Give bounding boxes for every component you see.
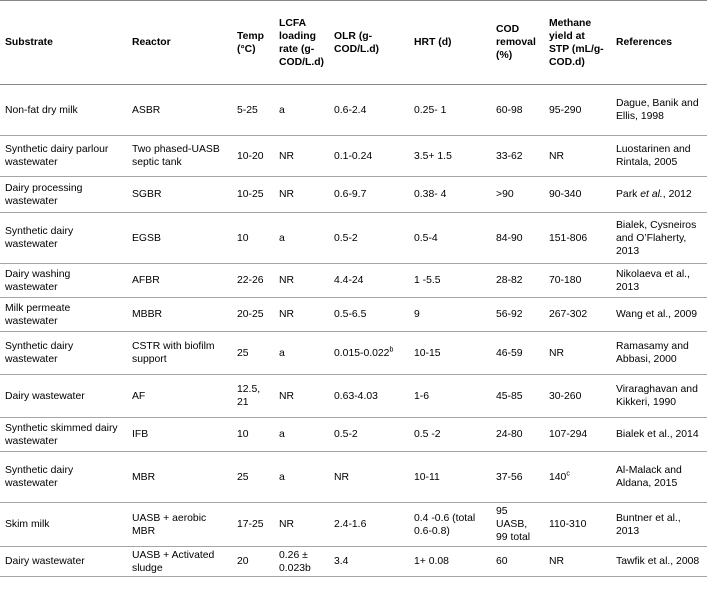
cell-reference: Viraraghavan and Kikkeri, 1990	[611, 375, 707, 418]
cell-lcfa: a	[274, 213, 329, 264]
cell-reference: Nikolaeva et al., 2013	[611, 264, 707, 298]
cell-substrate: Skim milk	[0, 503, 127, 547]
cell-olr	[329, 452, 409, 503]
cell-substrate: Dairy wastewater	[0, 547, 127, 577]
cell-substrate: Milk permeate wastewater	[0, 298, 127, 332]
cell-hrt: 3.5+ 1.5	[409, 136, 491, 177]
cell-olr-value: 4.4-24	[334, 275, 364, 286]
cell-cod: >90	[491, 177, 544, 213]
cell-reactor: CSTR with biofilm support	[127, 332, 232, 375]
cell-hrt: 1-6	[409, 375, 491, 418]
cell-olr-value: 0.6-2.4	[334, 104, 367, 116]
cell-olr-value: 0.63-4.03	[334, 390, 378, 402]
cell-reference: Buntner et al., 2013	[611, 503, 707, 547]
cell-temp: 10	[232, 418, 274, 452]
cell-methane: NR	[544, 332, 611, 375]
cell-cod: 37-56	[491, 452, 544, 503]
cell-olr-value: 0.5-6.5	[334, 309, 367, 320]
cell-hrt: 1 -5.5	[409, 264, 491, 298]
cell-methane: NR	[544, 136, 611, 177]
header-temp: Temp (°C)	[232, 1, 274, 85]
cell-reference	[611, 177, 707, 213]
cell-lcfa: NR	[274, 177, 329, 213]
cell-hrt: 1+ 0.08	[409, 547, 491, 577]
cell-temp: 17-25	[232, 503, 274, 547]
cell-methane: 110-310	[544, 503, 611, 547]
cell-lcfa: NR	[274, 136, 329, 177]
table-header	[0, 1, 707, 85]
cell-olr-value: 0.5-2	[334, 232, 358, 244]
cell-methane: 107-294	[544, 418, 611, 452]
cell-methane: 95-290	[544, 85, 611, 136]
cell-temp: 20	[232, 547, 274, 577]
cell-temp: 25	[232, 332, 274, 375]
header-lcfa-loading-rate: LCFA loading rate (g-COD/L.d)	[274, 1, 329, 85]
cell-olr	[329, 332, 409, 375]
cell-substrate: Dairy washing wastewater	[0, 264, 127, 298]
cell-reactor: MBBR	[127, 298, 232, 332]
cell-olr-value: 0.015-0.022	[334, 347, 390, 359]
cell-reactor: IFB	[127, 418, 232, 452]
cell-substrate: Synthetic dairy wastewater	[0, 452, 127, 503]
cell-hrt: 0.5 -2	[409, 418, 491, 452]
cell-hrt: 0.4 -0.6 (total 0.6-0.8)	[409, 503, 491, 547]
cell-cod: 28-82	[491, 264, 544, 298]
cell-reactor: UASB + Activated sludge	[127, 547, 232, 577]
cell-substrate: Non-fat dry milk	[0, 85, 127, 136]
cell-lcfa: NR	[274, 503, 329, 547]
cell-temp: 12.5, 21	[232, 375, 274, 418]
cell-lcfa: a	[274, 85, 329, 136]
cell-reactor: MBR	[127, 452, 232, 503]
cell-hrt: 0.38- 4	[409, 177, 491, 213]
cell-olr	[329, 298, 409, 332]
cell-olr	[329, 503, 409, 547]
cell-cod: 60-98	[491, 85, 544, 136]
header-olr: OLR (g-COD/L.d)	[329, 1, 409, 85]
cell-methane-value: 140	[549, 471, 567, 483]
cell-reactor: EGSB	[127, 213, 232, 264]
cell-reference: Tawfik et al., 2008	[611, 547, 707, 577]
cell-hrt: 0.25- 1	[409, 85, 491, 136]
header-references: References	[611, 1, 707, 85]
header-methane-yield: Methane yield at STP (mL/g-COD.d)	[544, 1, 611, 85]
cell-reference: Bialek, Cysneiros and O’Flaherty, 2013	[611, 213, 707, 264]
cell-olr-value: 0.6-9.7	[334, 189, 367, 200]
cell-hrt: 10-11	[409, 452, 491, 503]
cell-olr	[329, 136, 409, 177]
cell-temp: 10-20	[232, 136, 274, 177]
cell-methane	[544, 452, 611, 503]
table-row	[0, 213, 707, 264]
footnote-mark: c	[566, 470, 570, 478]
reference-year: , 2012	[662, 189, 692, 200]
cell-reactor: AFBR	[127, 264, 232, 298]
cell-substrate: Synthetic dairy wastewater	[0, 213, 127, 264]
cell-olr-value: 0.5-2	[334, 429, 358, 440]
cell-olr-value: NR	[334, 471, 350, 483]
cell-reference: Ramasamy and Abbasi, 2000	[611, 332, 707, 375]
cell-lcfa: NR	[274, 375, 329, 418]
cell-substrate: Dairy wastewater	[0, 375, 127, 418]
cell-reactor: UASB + aerobic MBR	[127, 503, 232, 547]
cell-reactor: Two phased-UASB septic tank	[127, 136, 232, 177]
cell-methane: 30-260	[544, 375, 611, 418]
cell-reference: Wang et al., 2009	[611, 298, 707, 332]
header-substrate: Substrate	[0, 1, 127, 85]
cell-reference: Dague, Banik and Ellis, 1998	[611, 85, 707, 136]
cell-cod: 84-90	[491, 213, 544, 264]
cell-methane: 90-340	[544, 177, 611, 213]
header-hrt: HRT (d)	[409, 1, 491, 85]
cell-reference: Bialek et al., 2014	[611, 418, 707, 452]
table-row	[0, 418, 707, 452]
cell-temp: 10	[232, 213, 274, 264]
cell-temp: 5-25	[232, 85, 274, 136]
table-row	[0, 177, 707, 213]
cell-cod: 33-62	[491, 136, 544, 177]
cell-reactor: AF	[127, 375, 232, 418]
cell-lcfa: NR	[274, 264, 329, 298]
table-row	[0, 547, 707, 577]
cell-temp: 10-25	[232, 177, 274, 213]
cell-methane: NR	[544, 547, 611, 577]
cell-cod: 60	[491, 547, 544, 577]
cell-reactor: ASBR	[127, 85, 232, 136]
cell-olr-value: 0.1-0.24	[334, 150, 373, 162]
cell-olr	[329, 213, 409, 264]
cell-substrate: Synthetic skimmed dairy wastewater	[0, 418, 127, 452]
cell-hrt: 0.5-4	[409, 213, 491, 264]
table-row	[0, 332, 707, 375]
reference-et-al: et al.	[640, 189, 663, 200]
cell-olr	[329, 418, 409, 452]
table-row	[0, 503, 707, 547]
cell-temp: 22-26	[232, 264, 274, 298]
cell-methane: 267-302	[544, 298, 611, 332]
cell-lcfa: a	[274, 418, 329, 452]
cell-reference: Luostarinen and Rintala, 2005	[611, 136, 707, 177]
table-row	[0, 452, 707, 503]
cell-olr	[329, 85, 409, 136]
cell-cod: 46-59	[491, 332, 544, 375]
cell-lcfa: 0.26 ± 0.023b	[274, 547, 329, 577]
cell-substrate: Synthetic dairy parlour wastewater	[0, 136, 127, 177]
header-reactor: Reactor	[127, 1, 232, 85]
cell-reactor: SGBR	[127, 177, 232, 213]
table-row	[0, 264, 707, 298]
cell-olr	[329, 375, 409, 418]
cell-cod: 95 UASB, 99 total	[491, 503, 544, 547]
cell-cod: 56-92	[491, 298, 544, 332]
cell-temp: 20-25	[232, 298, 274, 332]
reference-author: Park	[616, 189, 641, 200]
cell-olr	[329, 264, 409, 298]
cell-lcfa: a	[274, 332, 329, 375]
cell-cod: 45-85	[491, 375, 544, 418]
table-row	[0, 85, 707, 136]
cell-reference: Al-Malack and Aldana, 2015	[611, 452, 707, 503]
table-body	[0, 85, 707, 577]
footnote-mark: b	[389, 346, 394, 354]
cell-methane: 70-180	[544, 264, 611, 298]
cell-hrt: 9	[409, 298, 491, 332]
cell-cod: 24-80	[491, 418, 544, 452]
cell-substrate: Synthetic dairy wastewater	[0, 332, 127, 375]
cell-methane: 151-806	[544, 213, 611, 264]
cell-temp: 25	[232, 452, 274, 503]
table-row	[0, 375, 707, 418]
header-row	[0, 1, 707, 85]
table-row	[0, 298, 707, 332]
cell-olr	[329, 547, 409, 577]
cell-olr	[329, 177, 409, 213]
cell-hrt: 10-15	[409, 332, 491, 375]
cell-lcfa: a	[274, 452, 329, 503]
header-cod-removal: COD removal (%)	[491, 1, 544, 85]
cell-substrate: Dairy processing wastewater	[0, 177, 127, 213]
cell-olr-value: 3.4	[334, 556, 349, 567]
cell-lcfa: NR	[274, 298, 329, 332]
table-row	[0, 136, 707, 177]
cell-olr-value: 2.4-1.6	[334, 519, 367, 530]
